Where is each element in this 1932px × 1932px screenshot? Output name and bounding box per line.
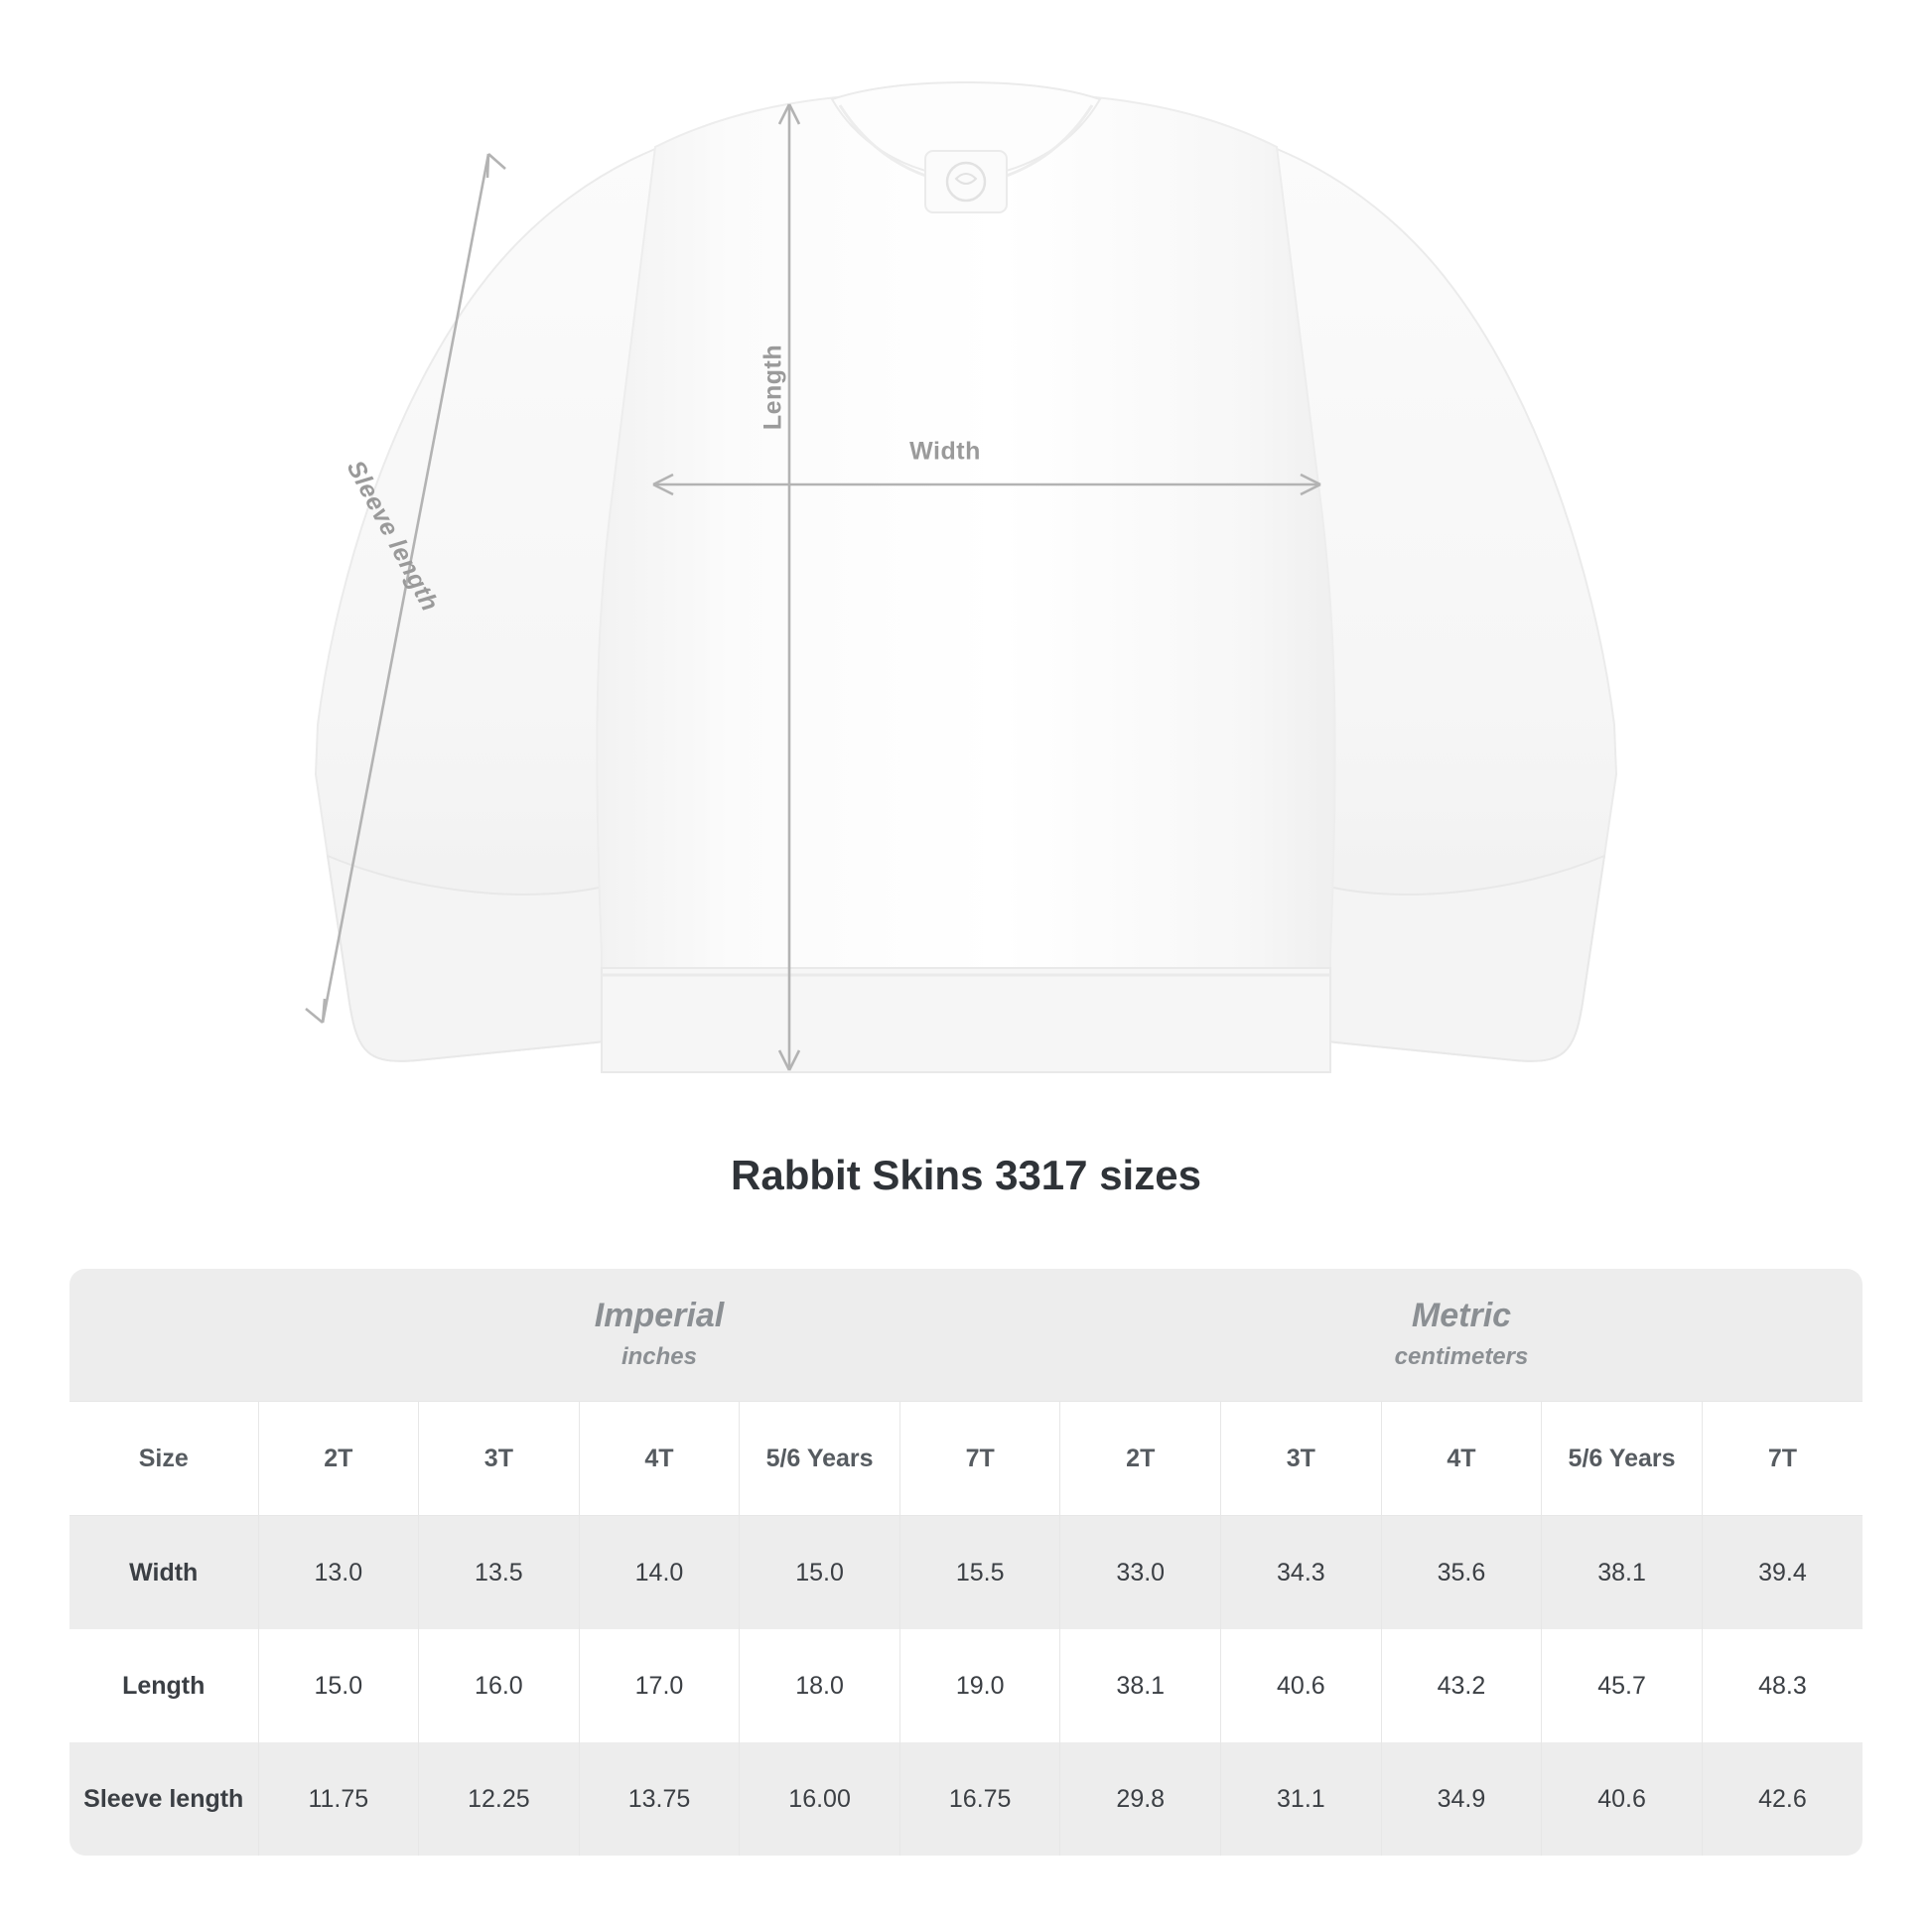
sleeve-length-dimension-label: Sleeve length xyxy=(341,456,445,617)
system-header-imperial xyxy=(258,1269,1060,1402)
system-name-imperial: Imperial xyxy=(594,1297,725,1334)
column-header-imperial-7t: 7T xyxy=(899,1402,1060,1516)
table-row xyxy=(69,1742,1863,1856)
cell-width-metric-2t: 33.0 xyxy=(1060,1516,1221,1630)
cell-width-imperial-2t: 13.0 xyxy=(258,1516,419,1630)
cell-sleeve-imperial-2t: 11.75 xyxy=(258,1742,419,1856)
cell-width-imperial-3t: 13.5 xyxy=(419,1516,580,1630)
cell-sleeve-imperial-4t: 13.75 xyxy=(579,1742,740,1856)
system-unit-metric: centimeters xyxy=(1394,1343,1529,1371)
cell-length-metric-2t: 38.1 xyxy=(1060,1629,1221,1742)
table-row xyxy=(69,1516,1863,1630)
cell-length-imperial-2t: 15.0 xyxy=(258,1629,419,1742)
cell-width-imperial-56y: 15.0 xyxy=(740,1516,900,1630)
size-chart-table-container xyxy=(69,1269,1863,1856)
cell-width-imperial-4t: 14.0 xyxy=(579,1516,740,1630)
column-header-imperial-56y: 5/6 Years xyxy=(740,1402,900,1516)
column-header-imperial-4t: 4T xyxy=(579,1402,740,1516)
page-title: Rabbit Skins 3317 sizes xyxy=(731,1152,1201,1198)
column-header-imperial-3t: 3T xyxy=(419,1402,580,1516)
system-name-metric: Metric xyxy=(1411,1297,1512,1334)
table-row xyxy=(69,1629,1863,1742)
size-chart-table xyxy=(69,1269,1863,1856)
row-label-sleeve-length: Sleeve length xyxy=(69,1742,258,1856)
measurement-system-header-row xyxy=(69,1269,1863,1402)
cell-width-metric-3t: 34.3 xyxy=(1221,1516,1382,1630)
cell-sleeve-metric-3t: 31.1 xyxy=(1221,1742,1382,1856)
cell-sleeve-imperial-3t: 12.25 xyxy=(419,1742,580,1856)
cell-length-metric-4t: 43.2 xyxy=(1381,1629,1542,1742)
column-header-imperial-2t: 2T xyxy=(258,1402,419,1516)
cell-length-imperial-3t: 16.0 xyxy=(419,1629,580,1742)
width-dimension-label: Width xyxy=(909,437,981,466)
cell-sleeve-metric-56y: 40.6 xyxy=(1542,1742,1703,1856)
length-dimension-label: Length xyxy=(759,344,787,431)
cell-sleeve-metric-4t: 34.9 xyxy=(1381,1742,1542,1856)
column-header-metric-3t: 3T xyxy=(1221,1402,1382,1516)
cell-width-imperial-7t: 15.5 xyxy=(899,1516,1060,1630)
column-header-metric-56y: 5/6 Years xyxy=(1542,1402,1703,1516)
system-header-spacer xyxy=(69,1269,258,1402)
cell-width-metric-7t: 39.4 xyxy=(1702,1516,1863,1630)
cell-width-metric-4t: 35.6 xyxy=(1381,1516,1542,1630)
cell-sleeve-imperial-7t: 16.75 xyxy=(899,1742,1060,1856)
cell-sleeve-imperial-56y: 16.00 xyxy=(740,1742,900,1856)
cell-length-metric-56y: 45.7 xyxy=(1542,1629,1703,1742)
system-unit-imperial: inches xyxy=(621,1343,697,1371)
size-column-header: Size xyxy=(69,1402,258,1516)
column-header-metric-2t: 2T xyxy=(1060,1402,1221,1516)
neck-label xyxy=(925,151,1007,212)
cell-length-imperial-4t: 17.0 xyxy=(579,1629,740,1742)
cell-sleeve-metric-2t: 29.8 xyxy=(1060,1742,1221,1856)
cell-sleeve-metric-7t: 42.6 xyxy=(1702,1742,1863,1856)
cell-length-imperial-56y: 18.0 xyxy=(740,1629,900,1742)
column-header-metric-7t: 7T xyxy=(1702,1402,1863,1516)
column-header-metric-4t: 4T xyxy=(1381,1402,1542,1516)
row-label-length: Length xyxy=(69,1629,258,1742)
cell-length-metric-7t: 48.3 xyxy=(1702,1629,1863,1742)
system-header-metric xyxy=(1060,1269,1863,1402)
cell-length-metric-3t: 40.6 xyxy=(1221,1629,1382,1742)
column-header-row xyxy=(69,1402,1863,1516)
cell-length-imperial-7t: 19.0 xyxy=(899,1629,1060,1742)
sweatshirt-body xyxy=(316,82,1616,1072)
row-label-width: Width xyxy=(69,1516,258,1630)
cell-width-metric-56y: 38.1 xyxy=(1542,1516,1703,1630)
